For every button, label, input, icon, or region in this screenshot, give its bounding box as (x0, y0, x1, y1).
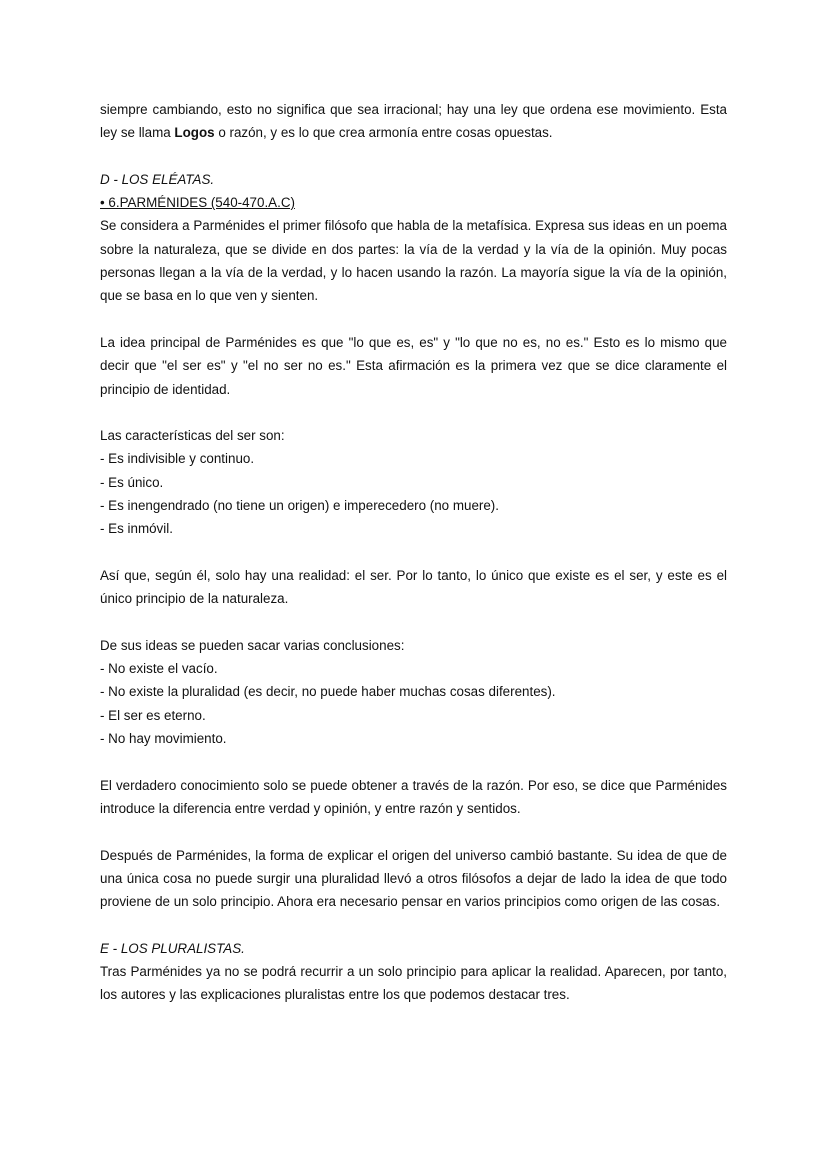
list-item: - Es inengendrado (no tiene un origen) e imperecedero (no muere). (100, 498, 499, 514)
parmenides-title: • 6.PARMÉNIDES (540-470.A.C) (100, 195, 295, 211)
intro-paragraph (100, 98, 727, 145)
list-item: - No existe el vacío. (100, 661, 218, 677)
parmenides-heading (100, 191, 727, 214)
list-item: - No existe la pluralidad (es decir, no puede haber muchas cosas diferentes). (100, 684, 556, 700)
paragraph: Se considera a Parménides el primer filósofo que habla de la metafísica. Expresa sus ideas en un poema sobre la naturaleza, que se divide en dos partes: la vía de la verdad y la vía de la opinión. Muy pocas personas llegan a la vía de la verdad, y lo hacen usando la razón. La mayoría sigue la vía de la opinión, que se basa en lo que ven y sienten. (100, 218, 727, 304)
list-item: - Es único. (100, 474, 164, 490)
paragraph: Después de Parménides, la forma de explicar el origen del universo cambió bastante. Su idea de que de una única cosa no puede surgir una pluralidad llevó a otros filósofos a dejar de lado la idea de que todo proviene de un solo principio. Ahora era necesario pensar en varios principios como origen de las cosas. (100, 847, 727, 910)
paragraph: La idea principal de Parménides es que "lo que es, es" y "lo que no es, no es." Esto es lo mismo que decir que "el ser es" y "el no ser no es." Esta afirmación es la primera vez que se dice claramente el principio de identidad. (100, 334, 727, 397)
logos-term: Logos (174, 125, 215, 141)
section-d-heading: D - LOS ELÉATAS. (100, 171, 215, 187)
conclusions-list (100, 657, 727, 750)
list-intro: Las características del ser son: (100, 428, 285, 444)
characteristics-list (100, 447, 727, 540)
intro-text: siempre cambiando, esto no significa que sea irracional; hay una ley que ordena ese movimiento. Esta ley se llama (100, 102, 727, 141)
list-item: - Es indivisible y continuo. (100, 451, 255, 467)
list-intro: De sus ideas se pueden sacar varias conclusiones: (100, 637, 405, 653)
intro-text-end: o razón, y es lo que crea armonía entre cosas opuestas. (214, 125, 553, 141)
list-item: - Es inmóvil. (100, 521, 173, 537)
paragraph: El verdadero conocimiento solo se puede obtener a través de la razón. Por eso, se dice que Parménides introduce la diferencia entre verdad y opinión, y entre razón y sentidos. (100, 777, 727, 816)
document-page (100, 98, 727, 1030)
list-item: - El ser es eterno. (100, 707, 206, 723)
paragraph: Así que, según él, solo hay una realidad: el ser. Por lo tanto, lo único que existe es el ser, y este es el único principio de la naturaleza. (100, 567, 727, 607)
list-item: - No hay movimiento. (100, 731, 227, 747)
section-e-heading: E - LOS PLURALISTAS. (100, 940, 245, 956)
paragraph: Tras Parménides ya no se podrá recurrir a un solo principio para aplicar la realidad. Aparecen, por tanto, los autores y las explicaciones pluralistas entre los que podemos destacar tres. (100, 963, 727, 1003)
